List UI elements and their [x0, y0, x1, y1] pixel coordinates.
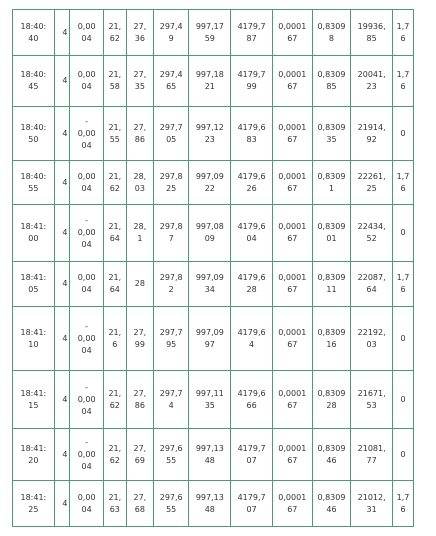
value-cell-1: 0,00 04: [70, 481, 103, 527]
value-cell-3: 27, 86: [126, 107, 153, 161]
value-cell-8: 0,8309 46: [312, 429, 351, 481]
value-cell-6: 4179,6 83: [231, 107, 273, 161]
value-cell-4: 297,8 25: [153, 161, 189, 205]
value-cell-10: 0: [393, 205, 414, 262]
value-cell-7: 0,0001 67: [272, 262, 312, 307]
value-cell-7: 0,0001 67: [272, 481, 312, 527]
time-cell: 18:41: 10: [13, 307, 55, 371]
time-cell: 18:41: 05: [13, 262, 55, 307]
value-cell-7: 0,0001 67: [272, 307, 312, 371]
count-cell: 4: [54, 262, 70, 307]
value-cell-5: 997,09 34: [189, 262, 231, 307]
value-cell-2: 21, 64: [103, 205, 126, 262]
time-cell: 18:41: 20: [13, 429, 55, 481]
value-cell-1: - 0,00 04: [70, 205, 103, 262]
value-cell-8: 0,8309 8: [312, 10, 351, 56]
value-cell-2: 21, 58: [103, 56, 126, 107]
table-row: [13, 481, 414, 527]
value-cell-4: 297,7 4: [153, 371, 189, 429]
value-cell-1: - 0,00 04: [70, 307, 103, 371]
value-cell-10: 1,7 6: [393, 161, 414, 205]
value-cell-2: 21, 62: [103, 371, 126, 429]
value-cell-7: 0,0001 67: [272, 205, 312, 262]
value-cell-3: 27, 99: [126, 307, 153, 371]
value-cell-3: 27, 69: [126, 429, 153, 481]
value-cell-4: 297,6 55: [153, 481, 189, 527]
value-cell-7: 0,0001 67: [272, 107, 312, 161]
value-cell-8: 0,8309 01: [312, 205, 351, 262]
value-cell-8: 0,8309 85: [312, 56, 351, 107]
value-cell-1: 0,00 04: [70, 161, 103, 205]
time-cell: 18:41: 00: [13, 205, 55, 262]
value-cell-10: 1,7 6: [393, 262, 414, 307]
value-cell-1: - 0,00 04: [70, 107, 103, 161]
table-row: [13, 56, 414, 107]
value-cell-2: 21, 64: [103, 262, 126, 307]
count-cell: 4: [54, 56, 70, 107]
value-cell-5: 997,12 23: [189, 107, 231, 161]
value-cell-10: 0: [393, 307, 414, 371]
value-cell-6: 4179,6 4: [231, 307, 273, 371]
value-cell-4: 297,8 7: [153, 205, 189, 262]
time-cell: 18:41: 25: [13, 481, 55, 527]
value-cell-4: 297,8 2: [153, 262, 189, 307]
value-cell-5: 997,09 97: [189, 307, 231, 371]
value-cell-2: 21, 6: [103, 307, 126, 371]
value-cell-3: 28: [126, 262, 153, 307]
value-cell-8: 0,8309 35: [312, 107, 351, 161]
value-cell-1: - 0,00 04: [70, 429, 103, 481]
value-cell-5: 997,17 59: [189, 10, 231, 56]
value-cell-9: 21081, 77: [351, 429, 393, 481]
value-cell-3: 27, 86: [126, 371, 153, 429]
value-cell-4: 297,4 65: [153, 56, 189, 107]
table-row: [13, 262, 414, 307]
value-cell-8: 0,8309 46: [312, 481, 351, 527]
value-cell-8: 0,8309 16: [312, 307, 351, 371]
value-cell-3: 28, 1: [126, 205, 153, 262]
value-cell-9: 20041, 23: [351, 56, 393, 107]
time-cell: 18:40: 40: [13, 10, 55, 56]
value-cell-5: 997,09 22: [189, 161, 231, 205]
value-cell-7: 0,0001 67: [272, 161, 312, 205]
value-cell-2: 21, 62: [103, 161, 126, 205]
value-cell-6: 4179,6 26: [231, 161, 273, 205]
value-cell-6: 4179,7 87: [231, 10, 273, 56]
value-cell-6: 4179,6 66: [231, 371, 273, 429]
value-cell-10: 0: [393, 429, 414, 481]
value-cell-2: 21, 63: [103, 481, 126, 527]
value-cell-10: 1,7 6: [393, 481, 414, 527]
value-cell-8: 0,8309 1: [312, 161, 351, 205]
value-cell-7: 0,0001 67: [272, 10, 312, 56]
value-cell-9: 21671, 53: [351, 371, 393, 429]
value-cell-9: 19936, 85: [351, 10, 393, 56]
count-cell: 4: [54, 429, 70, 481]
value-cell-6: 4179,7 07: [231, 481, 273, 527]
value-cell-10: 1,7 6: [393, 56, 414, 107]
value-cell-9: 22261, 25: [351, 161, 393, 205]
value-cell-3: 27, 68: [126, 481, 153, 527]
time-cell: 18:40: 55: [13, 161, 55, 205]
value-cell-3: 28, 03: [126, 161, 153, 205]
value-cell-6: 4179,7 99: [231, 56, 273, 107]
count-cell: 4: [54, 307, 70, 371]
count-cell: 4: [54, 10, 70, 56]
time-cell: 18:40: 45: [13, 56, 55, 107]
table-row: [13, 107, 414, 161]
value-cell-4: 297,7 95: [153, 307, 189, 371]
value-cell-1: 0,00 04: [70, 10, 103, 56]
table-row: [13, 307, 414, 371]
value-cell-10: 0: [393, 107, 414, 161]
count-cell: 4: [54, 161, 70, 205]
value-cell-10: 1,7 6: [393, 10, 414, 56]
value-cell-2: 21, 62: [103, 10, 126, 56]
value-cell-6: 4179,7 07: [231, 429, 273, 481]
table-row: [13, 371, 414, 429]
value-cell-10: 0: [393, 371, 414, 429]
value-cell-9: 21914, 92: [351, 107, 393, 161]
value-cell-3: 27, 36: [126, 10, 153, 56]
value-cell-8: 0,8309 28: [312, 371, 351, 429]
value-cell-6: 4179,6 04: [231, 205, 273, 262]
value-cell-5: 997,13 48: [189, 481, 231, 527]
table-row: [13, 429, 414, 481]
value-cell-4: 297,7 05: [153, 107, 189, 161]
value-cell-9: 21012, 31: [351, 481, 393, 527]
value-cell-3: 27, 35: [126, 56, 153, 107]
data-table: [12, 9, 414, 527]
time-cell: 18:41: 15: [13, 371, 55, 429]
value-cell-2: 21, 55: [103, 107, 126, 161]
value-cell-9: 22087, 64: [351, 262, 393, 307]
value-cell-1: 0,00 04: [70, 56, 103, 107]
table-row: [13, 10, 414, 56]
value-cell-9: 22192, 03: [351, 307, 393, 371]
value-cell-7: 0,0001 67: [272, 429, 312, 481]
value-cell-5: 997,13 48: [189, 429, 231, 481]
value-cell-8: 0,8309 11: [312, 262, 351, 307]
value-cell-5: 997,18 21: [189, 56, 231, 107]
count-cell: 4: [54, 371, 70, 429]
count-cell: 4: [54, 481, 70, 527]
count-cell: 4: [54, 107, 70, 161]
value-cell-1: - 0,00 04: [70, 371, 103, 429]
value-cell-7: 0,0001 67: [272, 371, 312, 429]
value-cell-1: 0,00 04: [70, 262, 103, 307]
value-cell-6: 4179,6 28: [231, 262, 273, 307]
value-cell-4: 297,4 9: [153, 10, 189, 56]
value-cell-9: 22434, 52: [351, 205, 393, 262]
value-cell-2: 21, 62: [103, 429, 126, 481]
value-cell-5: 997,11 35: [189, 371, 231, 429]
count-cell: 4: [54, 205, 70, 262]
value-cell-4: 297,6 55: [153, 429, 189, 481]
value-cell-5: 997,08 09: [189, 205, 231, 262]
time-cell: 18:40: 50: [13, 107, 55, 161]
table-row: [13, 205, 414, 262]
table-row: [13, 161, 414, 205]
value-cell-7: 0,0001 67: [272, 56, 312, 107]
